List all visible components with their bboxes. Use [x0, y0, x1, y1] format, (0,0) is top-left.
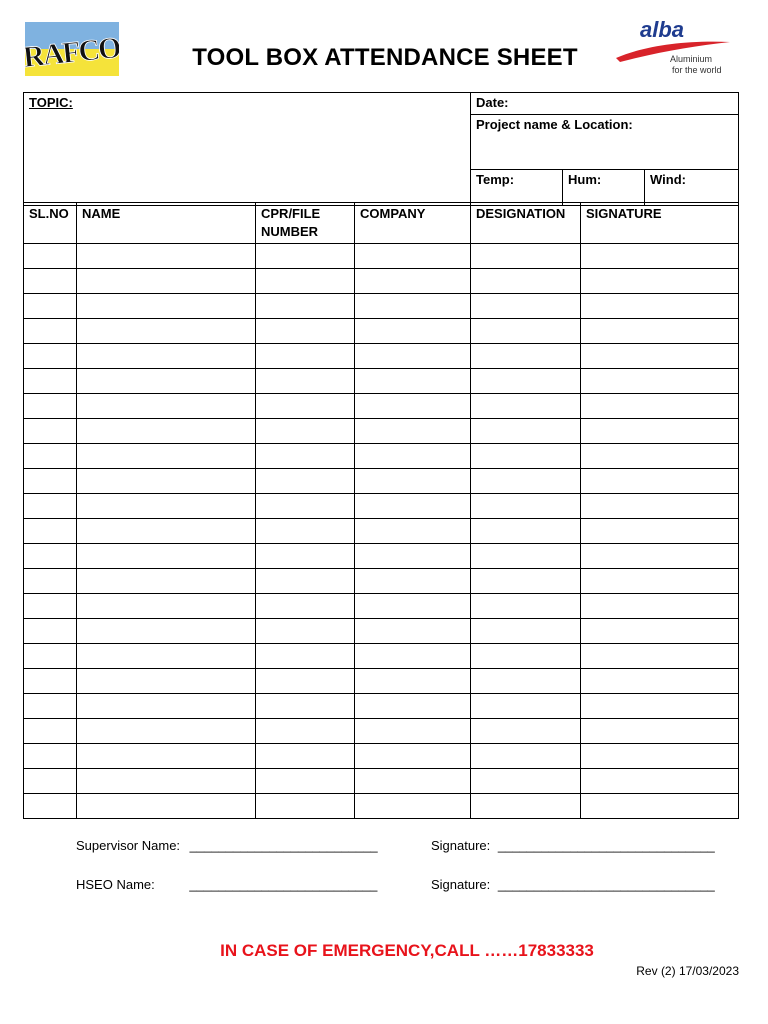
table-cell[interactable] — [24, 594, 77, 619]
table-cell[interactable] — [471, 569, 581, 594]
table-row — [24, 519, 739, 544]
table-cell[interactable] — [471, 669, 581, 694]
table-cell[interactable] — [355, 369, 471, 394]
table-cell[interactable] — [256, 719, 355, 744]
table-cell[interactable] — [256, 644, 355, 669]
table-cell[interactable] — [471, 244, 581, 269]
table-cell[interactable] — [581, 394, 739, 419]
table-cell[interactable] — [355, 319, 471, 344]
table-cell[interactable] — [24, 719, 77, 744]
table-cell[interactable] — [77, 444, 256, 469]
table-cell[interactable] — [355, 669, 471, 694]
supervisor-signature-line[interactable] — [431, 838, 715, 853]
supervisor-label: Supervisor Name: — [76, 838, 181, 853]
table-cell[interactable] — [24, 394, 77, 419]
table-cell[interactable] — [256, 494, 355, 519]
table-cell[interactable] — [77, 769, 256, 794]
table-cell[interactable] — [77, 644, 256, 669]
table-cell[interactable] — [24, 694, 77, 719]
table-cell[interactable] — [581, 444, 739, 469]
alba-tagline-1: Aluminium — [670, 54, 713, 64]
table-row — [24, 319, 739, 344]
table-cell[interactable] — [256, 694, 355, 719]
col-signature: SIGNATURE — [581, 203, 739, 244]
table-cell[interactable] — [581, 744, 739, 769]
table-row — [24, 269, 739, 294]
table-cell[interactable] — [256, 444, 355, 469]
table-cell[interactable] — [77, 519, 256, 544]
alba-tagline-2: for the world — [672, 65, 722, 75]
table-cell[interactable] — [471, 619, 581, 644]
table-cell[interactable] — [471, 794, 581, 819]
table-cell[interactable] — [581, 644, 739, 669]
table-cell[interactable] — [581, 469, 739, 494]
table-cell[interactable] — [24, 569, 77, 594]
table-cell[interactable] — [256, 569, 355, 594]
table-cell[interactable] — [77, 394, 256, 419]
table-row — [24, 769, 739, 794]
table-cell[interactable] — [581, 269, 739, 294]
table-cell[interactable] — [24, 619, 77, 644]
table-cell[interactable] — [77, 669, 256, 694]
table-cell[interactable] — [471, 369, 581, 394]
revision-label: Rev (2) 17/03/2023 — [636, 964, 739, 978]
date-label: Date: — [476, 95, 509, 110]
table-cell[interactable] — [581, 694, 739, 719]
table-cell[interactable] — [77, 719, 256, 744]
table-cell[interactable] — [24, 669, 77, 694]
table-cell[interactable] — [256, 469, 355, 494]
table-cell[interactable] — [355, 619, 471, 644]
table-row — [24, 369, 739, 394]
table-cell[interactable] — [256, 319, 355, 344]
table-cell[interactable] — [256, 669, 355, 694]
hum-cell[interactable] — [563, 170, 645, 206]
table-cell[interactable] — [77, 369, 256, 394]
table-cell[interactable] — [355, 744, 471, 769]
table-cell[interactable] — [581, 544, 739, 569]
table-row — [24, 694, 739, 719]
col-slno: SL.NO — [24, 203, 77, 244]
supervisor-signature-blank[interactable]: ______________________________ — [497, 838, 715, 853]
table-cell[interactable] — [355, 344, 471, 369]
table-cell[interactable] — [256, 244, 355, 269]
table-cell[interactable] — [256, 519, 355, 544]
table-cell[interactable] — [581, 419, 739, 444]
attendance-table — [23, 202, 739, 819]
table-cell[interactable] — [256, 594, 355, 619]
table-cell[interactable] — [24, 419, 77, 444]
table-row — [24, 444, 739, 469]
table-cell[interactable] — [24, 519, 77, 544]
table-cell[interactable] — [77, 269, 256, 294]
table-cell[interactable] — [355, 694, 471, 719]
table-cell[interactable] — [24, 494, 77, 519]
supervisor-blank[interactable]: __________________________ — [189, 838, 378, 853]
table-row — [24, 494, 739, 519]
table-cell[interactable] — [471, 694, 581, 719]
table-cell[interactable] — [471, 644, 581, 669]
table-cell[interactable] — [355, 594, 471, 619]
table-cell[interactable] — [24, 744, 77, 769]
table-row — [24, 244, 739, 269]
table-cell[interactable] — [581, 719, 739, 744]
table-cell[interactable] — [77, 344, 256, 369]
info-table — [23, 92, 739, 206]
table-cell[interactable] — [355, 444, 471, 469]
table-cell[interactable] — [256, 294, 355, 319]
table-cell[interactable] — [581, 794, 739, 819]
supervisor-signature-label: Signature: — [431, 838, 491, 853]
table-row — [24, 419, 739, 444]
table-cell[interactable] — [77, 744, 256, 769]
hseo-line[interactable] — [76, 877, 377, 892]
table-row — [24, 794, 739, 819]
table-cell[interactable] — [355, 769, 471, 794]
table-cell[interactable] — [24, 244, 77, 269]
rafco-logo-text: RAFCO — [25, 31, 119, 75]
table-cell[interactable] — [355, 469, 471, 494]
table-cell[interactable] — [581, 244, 739, 269]
project-label: Project name & Location: — [476, 117, 633, 133]
hseo-blank[interactable]: __________________________ — [189, 877, 378, 892]
table-cell[interactable] — [24, 269, 77, 294]
table-cell[interactable] — [77, 694, 256, 719]
table-cell[interactable] — [581, 294, 739, 319]
table-cell[interactable] — [24, 769, 77, 794]
table-cell[interactable] — [77, 619, 256, 644]
table-cell[interactable] — [355, 244, 471, 269]
table-cell[interactable] — [471, 444, 581, 469]
table-cell[interactable] — [355, 419, 471, 444]
table-cell[interactable] — [355, 719, 471, 744]
table-cell[interactable] — [471, 494, 581, 519]
table-cell[interactable] — [581, 769, 739, 794]
table-row — [24, 719, 739, 744]
table-cell[interactable] — [256, 794, 355, 819]
table-cell[interactable] — [355, 494, 471, 519]
table-cell[interactable] — [581, 519, 739, 544]
table-cell[interactable] — [471, 319, 581, 344]
alba-logo-text: alba — [640, 20, 685, 42]
hseo-label: HSEO Name: — [76, 877, 155, 892]
table-cell[interactable] — [24, 469, 77, 494]
page-title: TOOL BOX ATTENDANCE SHEET — [192, 44, 578, 71]
table-cell[interactable] — [471, 544, 581, 569]
col-designation: DESIGNATION — [471, 203, 581, 244]
table-row — [24, 544, 739, 569]
hseo-signature-blank[interactable]: ______________________________ — [497, 877, 715, 892]
table-cell[interactable] — [77, 569, 256, 594]
hum-label: Hum: — [568, 172, 602, 188]
topic-cell[interactable] — [24, 93, 471, 206]
table-cell[interactable] — [256, 544, 355, 569]
table-row — [24, 744, 739, 769]
hseo-signature-line[interactable] — [431, 877, 715, 892]
table-cell[interactable] — [77, 319, 256, 344]
table-cell[interactable] — [471, 394, 581, 419]
temp-cell[interactable] — [471, 170, 563, 206]
supervisor-line[interactable] — [76, 838, 378, 853]
table-cell[interactable] — [471, 519, 581, 544]
table-cell[interactable] — [77, 794, 256, 819]
table-cell[interactable] — [355, 394, 471, 419]
table-cell[interactable] — [24, 444, 77, 469]
col-name: NAME — [77, 203, 256, 244]
table-cell[interactable] — [581, 669, 739, 694]
table-cell[interactable] — [24, 319, 77, 344]
table-cell[interactable] — [471, 469, 581, 494]
table-cell[interactable] — [24, 344, 77, 369]
table-cell[interactable] — [355, 294, 471, 319]
table-cell[interactable] — [256, 369, 355, 394]
table-cell[interactable] — [77, 594, 256, 619]
table-cell[interactable] — [77, 294, 256, 319]
table-cell[interactable] — [471, 294, 581, 319]
table-row — [24, 394, 739, 419]
table-cell[interactable] — [256, 419, 355, 444]
table-cell[interactable] — [471, 344, 581, 369]
attendance-header-row — [24, 203, 739, 244]
table-cell[interactable] — [355, 544, 471, 569]
table-cell[interactable] — [256, 344, 355, 369]
table-cell[interactable] — [581, 344, 739, 369]
table-cell[interactable] — [471, 769, 581, 794]
table-row — [24, 619, 739, 644]
table-cell[interactable] — [471, 419, 581, 444]
table-row — [24, 594, 739, 619]
table-cell[interactable] — [77, 419, 256, 444]
hseo-signature-label: Signature: — [431, 877, 491, 892]
project-cell[interactable] — [471, 115, 739, 170]
table-cell[interactable] — [471, 594, 581, 619]
table-cell[interactable] — [77, 494, 256, 519]
table-row — [24, 644, 739, 669]
table-cell[interactable] — [77, 244, 256, 269]
table-cell[interactable] — [77, 544, 256, 569]
table-cell[interactable] — [77, 469, 256, 494]
table-row — [24, 294, 739, 319]
table-cell[interactable] — [256, 744, 355, 769]
table-row — [24, 344, 739, 369]
table-cell[interactable] — [581, 369, 739, 394]
table-cell[interactable] — [24, 644, 77, 669]
table-cell[interactable] — [581, 319, 739, 344]
table-cell[interactable] — [581, 569, 739, 594]
table-cell[interactable] — [256, 769, 355, 794]
table-cell[interactable] — [256, 394, 355, 419]
col-company: COMPANY — [355, 203, 471, 244]
table-row — [24, 669, 739, 694]
attendance-rows — [24, 244, 739, 819]
wind-label: Wind: — [650, 172, 686, 188]
table-cell[interactable] — [24, 794, 77, 819]
table-cell[interactable] — [24, 369, 77, 394]
rafco-logo — [25, 22, 119, 76]
table-cell[interactable] — [256, 269, 355, 294]
table-cell[interactable] — [355, 569, 471, 594]
table-cell[interactable] — [471, 744, 581, 769]
alba-logo — [614, 20, 732, 80]
table-cell[interactable] — [24, 544, 77, 569]
table-row — [24, 569, 739, 594]
table-cell[interactable] — [256, 619, 355, 644]
table-cell[interactable] — [355, 269, 471, 294]
date-cell[interactable] — [471, 93, 739, 115]
col-cpr-file-number: CPR/FILE NUMBER — [256, 203, 355, 244]
emergency-notice: IN CASE OF EMERGENCY,CALL ……17833333 — [220, 941, 594, 960]
table-cell[interactable] — [471, 269, 581, 294]
table-cell[interactable] — [24, 294, 77, 319]
table-cell[interactable] — [581, 494, 739, 519]
topic-label: TOPIC: — [29, 95, 73, 110]
table-cell[interactable] — [581, 594, 739, 619]
temp-label: Temp: — [476, 172, 515, 188]
table-cell[interactable] — [355, 644, 471, 669]
table-cell[interactable] — [581, 619, 739, 644]
table-row — [24, 469, 739, 494]
wind-cell[interactable] — [645, 170, 739, 206]
table-cell[interactable] — [355, 519, 471, 544]
table-cell[interactable] — [471, 719, 581, 744]
table-cell[interactable] — [355, 794, 471, 819]
